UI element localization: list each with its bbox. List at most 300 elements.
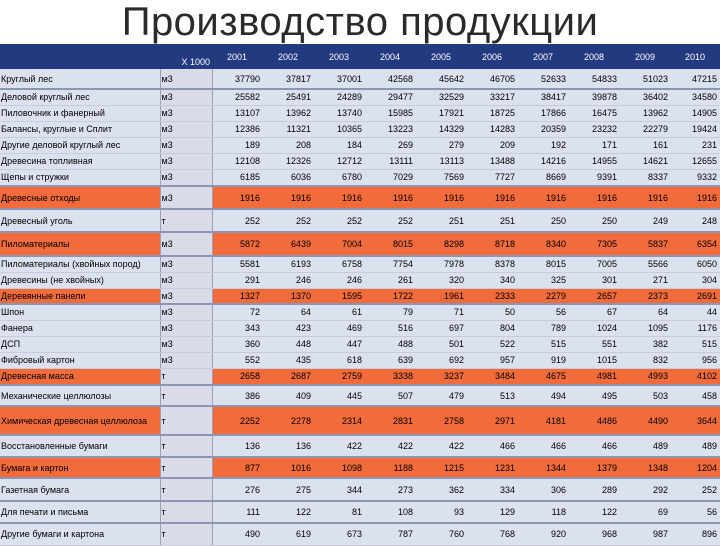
value-cell: 122 xyxy=(263,501,314,523)
value-cell: 33217 xyxy=(467,89,518,105)
value-cell: 360 xyxy=(212,336,263,352)
value-cell: 37001 xyxy=(314,69,365,89)
value-cell: 409 xyxy=(263,385,314,406)
value-cell: 6193 xyxy=(263,256,314,272)
value-cell: 1916 xyxy=(263,186,314,209)
table-row xyxy=(0,232,720,256)
value-cell: 956 xyxy=(671,352,720,368)
value-cell: 37790 xyxy=(212,69,263,89)
value-cell: 4981 xyxy=(569,368,620,385)
value-cell: 45642 xyxy=(416,69,467,89)
table-row xyxy=(0,169,720,186)
value-cell: 52633 xyxy=(518,69,569,89)
row-unit: т xyxy=(160,435,212,457)
value-cell: 832 xyxy=(620,352,671,368)
value-cell: 10365 xyxy=(314,121,365,137)
value-cell: 2279 xyxy=(518,288,569,304)
value-cell: 248 xyxy=(671,209,720,232)
value-cell: 79 xyxy=(365,304,416,320)
value-cell: 71 xyxy=(416,304,467,320)
value-cell: 422 xyxy=(314,435,365,457)
value-cell: 1916 xyxy=(518,186,569,209)
value-cell: 3484 xyxy=(467,368,518,385)
value-cell: 340 xyxy=(467,272,518,288)
value-cell: 161 xyxy=(620,137,671,153)
row-unit: м3 xyxy=(160,304,212,320)
value-cell: 13113 xyxy=(416,153,467,169)
value-cell: 304 xyxy=(671,272,720,288)
value-cell: 34580 xyxy=(671,89,720,105)
value-cell: 320 xyxy=(416,272,467,288)
value-cell: 1024 xyxy=(569,320,620,336)
value-cell: 507 xyxy=(365,385,416,406)
value-cell: 7305 xyxy=(569,232,620,256)
value-cell: 5837 xyxy=(620,232,671,256)
row-unit: м3 xyxy=(160,69,212,89)
value-cell: 129 xyxy=(467,501,518,523)
value-cell: 447 xyxy=(314,336,365,352)
year-header: 2006 xyxy=(467,44,518,69)
table-row xyxy=(0,478,720,501)
value-cell: 275 xyxy=(263,478,314,501)
value-cell: 13107 xyxy=(212,105,263,121)
value-cell: 14905 xyxy=(671,105,720,121)
value-cell: 111 xyxy=(212,501,263,523)
value-cell: 6036 xyxy=(263,169,314,186)
row-label: Бумага и картон xyxy=(0,457,160,478)
table-row xyxy=(0,186,720,209)
value-cell: 760 xyxy=(416,523,467,545)
header-row xyxy=(0,44,720,69)
value-cell: 489 xyxy=(671,435,720,457)
value-cell: 1327 xyxy=(212,288,263,304)
value-cell: 1379 xyxy=(569,457,620,478)
row-label: Деловой круглый лес xyxy=(0,89,160,105)
value-cell: 466 xyxy=(467,435,518,457)
value-cell: 877 xyxy=(212,457,263,478)
value-cell: 7004 xyxy=(314,232,365,256)
value-cell: 16475 xyxy=(569,105,620,121)
value-cell: 697 xyxy=(416,320,467,336)
value-cell: 8718 xyxy=(467,232,518,256)
value-cell: 54833 xyxy=(569,69,620,89)
value-cell: 8015 xyxy=(518,256,569,272)
row-label: Газетная бумага xyxy=(0,478,160,501)
row-label: Механические целлюлозы xyxy=(0,385,160,406)
value-cell: 22279 xyxy=(620,121,671,137)
row-label: Пиловочник и фанерный xyxy=(0,105,160,121)
value-cell: 488 xyxy=(365,336,416,352)
value-cell: 250 xyxy=(518,209,569,232)
value-cell: 551 xyxy=(569,336,620,352)
value-cell: 2831 xyxy=(365,406,416,435)
table-row xyxy=(0,501,720,523)
row-unit: м3 xyxy=(160,256,212,272)
value-cell: 1215 xyxy=(416,457,467,478)
value-cell: 32529 xyxy=(416,89,467,105)
value-cell: 192 xyxy=(518,137,569,153)
value-cell: 25582 xyxy=(212,89,263,105)
value-cell: 252 xyxy=(365,209,416,232)
value-cell: 250 xyxy=(569,209,620,232)
table-row xyxy=(0,320,720,336)
value-cell: 1204 xyxy=(671,457,720,478)
value-cell: 494 xyxy=(518,385,569,406)
row-unit: м3 xyxy=(160,320,212,336)
row-label: Деревянные панели xyxy=(0,288,160,304)
row-label: Химическая древесная целлюлоза xyxy=(0,406,160,435)
value-cell: 50 xyxy=(467,304,518,320)
value-cell: 2314 xyxy=(314,406,365,435)
value-cell: 787 xyxy=(365,523,416,545)
row-unit: м3 xyxy=(160,105,212,121)
value-cell: 7754 xyxy=(365,256,416,272)
value-cell: 249 xyxy=(620,209,671,232)
value-cell: 1095 xyxy=(620,320,671,336)
value-cell: 252 xyxy=(212,209,263,232)
year-header: 2008 xyxy=(569,44,620,69)
value-cell: 489 xyxy=(620,435,671,457)
value-cell: 1916 xyxy=(416,186,467,209)
value-cell: 9332 xyxy=(671,169,720,186)
value-cell: 6050 xyxy=(671,256,720,272)
value-cell: 1916 xyxy=(314,186,365,209)
value-cell: 17866 xyxy=(518,105,569,121)
value-cell: 37817 xyxy=(263,69,314,89)
value-cell: 261 xyxy=(365,272,416,288)
value-cell: 987 xyxy=(620,523,671,545)
value-cell: 12108 xyxy=(212,153,263,169)
value-cell: 246 xyxy=(314,272,365,288)
value-cell: 692 xyxy=(416,352,467,368)
value-cell: 896 xyxy=(671,523,720,545)
value-cell: 279 xyxy=(416,137,467,153)
table-row xyxy=(0,304,720,320)
value-cell: 69 xyxy=(620,501,671,523)
value-cell: 4486 xyxy=(569,406,620,435)
row-label: Пиломатериалы (хвойных пород) xyxy=(0,256,160,272)
value-cell: 503 xyxy=(620,385,671,406)
table-row xyxy=(0,153,720,169)
value-cell: 136 xyxy=(263,435,314,457)
row-unit: т xyxy=(160,501,212,523)
year-header: 2003 xyxy=(314,44,365,69)
row-label: Фибровый картон xyxy=(0,352,160,368)
value-cell: 2759 xyxy=(314,368,365,385)
value-cell: 56 xyxy=(671,501,720,523)
value-cell: 1231 xyxy=(467,457,518,478)
value-cell: 515 xyxy=(671,336,720,352)
table-row xyxy=(0,352,720,368)
value-cell: 13223 xyxy=(365,121,416,137)
value-cell: 7978 xyxy=(416,256,467,272)
row-label: Шпон xyxy=(0,304,160,320)
value-cell: 466 xyxy=(569,435,620,457)
value-cell: 122 xyxy=(569,501,620,523)
row-unit: м3 xyxy=(160,137,212,153)
value-cell: 11321 xyxy=(263,121,314,137)
row-label: Фанера xyxy=(0,320,160,336)
value-cell: 136 xyxy=(212,435,263,457)
table-row xyxy=(0,457,720,478)
value-cell: 673 xyxy=(314,523,365,545)
value-cell: 3644 xyxy=(671,406,720,435)
value-cell: 5872 xyxy=(212,232,263,256)
value-cell: 4675 xyxy=(518,368,569,385)
value-cell: 252 xyxy=(314,209,365,232)
row-label: Восстановленные бумаги xyxy=(0,435,160,457)
row-unit: м3 xyxy=(160,352,212,368)
value-cell: 231 xyxy=(671,137,720,153)
value-cell: 72 xyxy=(212,304,263,320)
value-cell: 46705 xyxy=(467,69,518,89)
table-row xyxy=(0,288,720,304)
value-cell: 3237 xyxy=(416,368,467,385)
value-cell: 7005 xyxy=(569,256,620,272)
value-cell: 271 xyxy=(620,272,671,288)
table-row xyxy=(0,209,720,232)
value-cell: 1348 xyxy=(620,457,671,478)
value-cell: 246 xyxy=(263,272,314,288)
table-row xyxy=(0,385,720,406)
table-row xyxy=(0,523,720,545)
row-unit: м3 xyxy=(160,232,212,256)
table-row xyxy=(0,256,720,272)
value-cell: 15985 xyxy=(365,105,416,121)
value-cell: 422 xyxy=(365,435,416,457)
row-label: Другие деловой круглый лес xyxy=(0,137,160,153)
value-cell: 292 xyxy=(620,478,671,501)
value-cell: 325 xyxy=(518,272,569,288)
value-cell: 7569 xyxy=(416,169,467,186)
row-unit: т xyxy=(160,523,212,545)
value-cell: 13740 xyxy=(314,105,365,121)
value-cell: 118 xyxy=(518,501,569,523)
value-cell: 1916 xyxy=(620,186,671,209)
value-cell: 9391 xyxy=(569,169,620,186)
value-cell: 8669 xyxy=(518,169,569,186)
value-cell: 1176 xyxy=(671,320,720,336)
value-cell: 81 xyxy=(314,501,365,523)
row-unit: м3 xyxy=(160,89,212,105)
value-cell: 3338 xyxy=(365,368,416,385)
value-cell: 2333 xyxy=(467,288,518,304)
value-cell: 1961 xyxy=(416,288,467,304)
row-label: Щепы и стружки xyxy=(0,169,160,186)
table-row xyxy=(0,368,720,385)
value-cell: 171 xyxy=(569,137,620,153)
value-cell: 13111 xyxy=(365,153,416,169)
row-unit: т xyxy=(160,209,212,232)
value-cell: 67 xyxy=(569,304,620,320)
value-cell: 6185 xyxy=(212,169,263,186)
value-cell: 552 xyxy=(212,352,263,368)
value-cell: 1188 xyxy=(365,457,416,478)
value-cell: 24289 xyxy=(314,89,365,105)
row-label: Древесные отходы xyxy=(0,186,160,209)
value-cell: 93 xyxy=(416,501,467,523)
value-cell: 2758 xyxy=(416,406,467,435)
value-cell: 343 xyxy=(212,320,263,336)
table-row xyxy=(0,137,720,153)
row-unit: м3 xyxy=(160,288,212,304)
value-cell: 269 xyxy=(365,137,416,153)
value-cell: 7029 xyxy=(365,169,416,186)
value-cell: 38417 xyxy=(518,89,569,105)
value-cell: 490 xyxy=(212,523,263,545)
value-cell: 618 xyxy=(314,352,365,368)
value-cell: 448 xyxy=(263,336,314,352)
value-cell: 2658 xyxy=(212,368,263,385)
value-cell: 12326 xyxy=(263,153,314,169)
value-cell: 291 xyxy=(212,272,263,288)
value-cell: 919 xyxy=(518,352,569,368)
table-row xyxy=(0,406,720,435)
value-cell: 36402 xyxy=(620,89,671,105)
value-cell: 14329 xyxy=(416,121,467,137)
value-cell: 1916 xyxy=(365,186,416,209)
value-cell: 289 xyxy=(569,478,620,501)
value-cell: 513 xyxy=(467,385,518,406)
value-cell: 23232 xyxy=(569,121,620,137)
value-cell: 920 xyxy=(518,523,569,545)
value-cell: 422 xyxy=(416,435,467,457)
row-unit: т xyxy=(160,478,212,501)
value-cell: 458 xyxy=(671,385,720,406)
value-cell: 306 xyxy=(518,478,569,501)
year-header: 2009 xyxy=(620,44,671,69)
value-cell: 789 xyxy=(518,320,569,336)
row-unit: м3 xyxy=(160,186,212,209)
value-cell: 423 xyxy=(263,320,314,336)
table-row xyxy=(0,89,720,105)
value-cell: 2278 xyxy=(263,406,314,435)
value-cell: 639 xyxy=(365,352,416,368)
value-cell: 251 xyxy=(416,209,467,232)
year-header: 2010 xyxy=(671,44,720,69)
value-cell: 7727 xyxy=(467,169,518,186)
row-unit: т xyxy=(160,368,212,385)
value-cell: 2373 xyxy=(620,288,671,304)
value-cell: 29477 xyxy=(365,89,416,105)
value-cell: 273 xyxy=(365,478,416,501)
value-cell: 8378 xyxy=(467,256,518,272)
value-cell: 501 xyxy=(416,336,467,352)
value-cell: 1344 xyxy=(518,457,569,478)
value-cell: 1916 xyxy=(671,186,720,209)
table-row xyxy=(0,105,720,121)
value-cell: 445 xyxy=(314,385,365,406)
value-cell: 61 xyxy=(314,304,365,320)
row-label: ДСП xyxy=(0,336,160,352)
table-row xyxy=(0,272,720,288)
value-cell: 252 xyxy=(263,209,314,232)
value-cell: 6439 xyxy=(263,232,314,256)
value-cell: 184 xyxy=(314,137,365,153)
value-cell: 209 xyxy=(467,137,518,153)
row-label: Древесный уголь xyxy=(0,209,160,232)
value-cell: 1916 xyxy=(212,186,263,209)
value-cell: 4102 xyxy=(671,368,720,385)
value-cell: 4181 xyxy=(518,406,569,435)
value-cell: 108 xyxy=(365,501,416,523)
value-cell: 51023 xyxy=(620,69,671,89)
value-cell: 522 xyxy=(467,336,518,352)
value-cell: 8298 xyxy=(416,232,467,256)
value-cell: 968 xyxy=(569,523,620,545)
row-label: Балансы, круглые и Сплит xyxy=(0,121,160,137)
value-cell: 12712 xyxy=(314,153,365,169)
value-cell: 2687 xyxy=(263,368,314,385)
value-cell: 64 xyxy=(263,304,314,320)
value-cell: 251 xyxy=(467,209,518,232)
value-cell: 1098 xyxy=(314,457,365,478)
value-cell: 516 xyxy=(365,320,416,336)
value-cell: 13488 xyxy=(467,153,518,169)
value-cell: 619 xyxy=(263,523,314,545)
row-unit: м3 xyxy=(160,153,212,169)
row-unit: м3 xyxy=(160,272,212,288)
value-cell: 6758 xyxy=(314,256,365,272)
value-cell: 64 xyxy=(620,304,671,320)
table-row xyxy=(0,69,720,89)
row-label: Пиломатериалы xyxy=(0,232,160,256)
row-label: Древесная масса xyxy=(0,368,160,385)
value-cell: 768 xyxy=(467,523,518,545)
value-cell: 276 xyxy=(212,478,263,501)
value-cell: 515 xyxy=(518,336,569,352)
unit-header: Х 1000 xyxy=(160,44,212,69)
value-cell: 2252 xyxy=(212,406,263,435)
row-unit: м3 xyxy=(160,336,212,352)
value-cell: 14621 xyxy=(620,153,671,169)
value-cell: 1916 xyxy=(569,186,620,209)
value-cell: 6354 xyxy=(671,232,720,256)
value-cell: 20359 xyxy=(518,121,569,137)
value-cell: 19424 xyxy=(671,121,720,137)
table-row xyxy=(0,121,720,137)
year-header: 2005 xyxy=(416,44,467,69)
value-cell: 2971 xyxy=(467,406,518,435)
value-cell: 1015 xyxy=(569,352,620,368)
value-cell: 1370 xyxy=(263,288,314,304)
value-cell: 5566 xyxy=(620,256,671,272)
row-unit: т xyxy=(160,406,212,435)
value-cell: 2691 xyxy=(671,288,720,304)
value-cell: 39878 xyxy=(569,89,620,105)
table-row xyxy=(0,336,720,352)
value-cell: 252 xyxy=(671,478,720,501)
value-cell: 362 xyxy=(416,478,467,501)
value-cell: 14283 xyxy=(467,121,518,137)
value-cell: 13962 xyxy=(620,105,671,121)
value-cell: 479 xyxy=(416,385,467,406)
value-cell: 47215 xyxy=(671,69,720,89)
value-cell: 1016 xyxy=(263,457,314,478)
value-cell: 804 xyxy=(467,320,518,336)
production-table xyxy=(0,44,720,546)
value-cell: 957 xyxy=(467,352,518,368)
value-cell: 56 xyxy=(518,304,569,320)
value-cell: 6780 xyxy=(314,169,365,186)
value-cell: 25491 xyxy=(263,89,314,105)
value-cell: 5581 xyxy=(212,256,263,272)
value-cell: 12655 xyxy=(671,153,720,169)
row-label: Для печати и письма xyxy=(0,501,160,523)
value-cell: 13962 xyxy=(263,105,314,121)
row-label: Другие бумаги и картона xyxy=(0,523,160,545)
value-cell: 8340 xyxy=(518,232,569,256)
